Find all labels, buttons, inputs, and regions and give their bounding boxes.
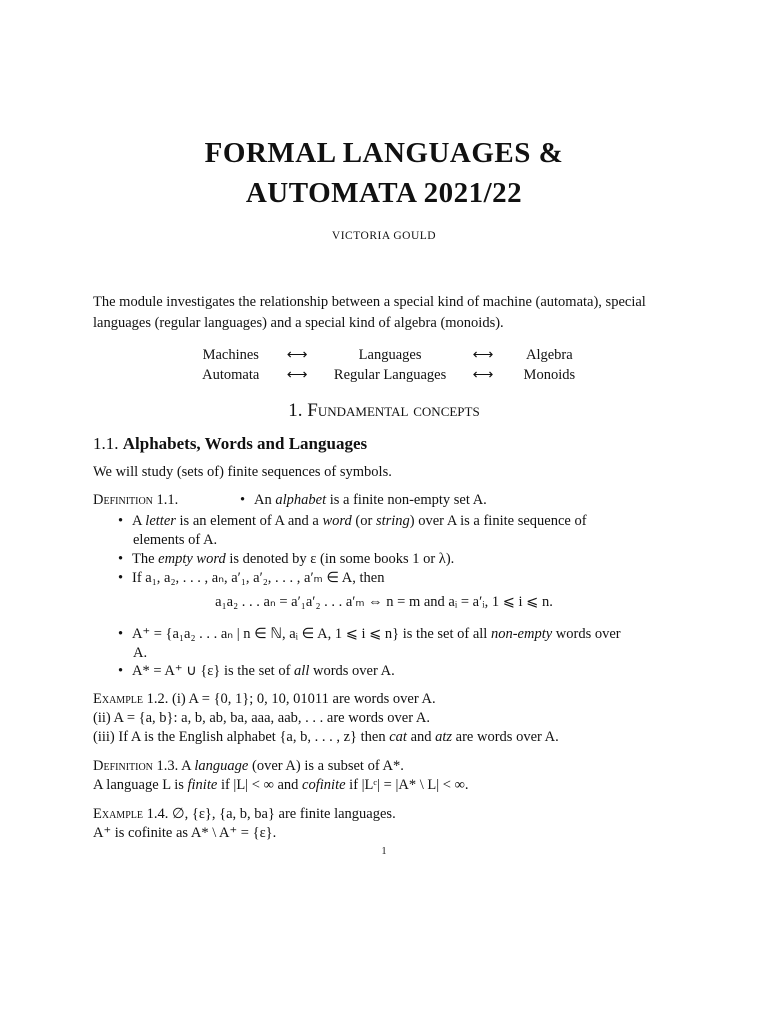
text: An: [254, 492, 276, 508]
example-label: Example 1.2.: [93, 691, 169, 707]
text: A⁺ = {a₁a₂ . . . aₙ | n ∈ ℕ, aᵢ ∈ A, 1 ⩽ i ⩽ n} is the set of all: [132, 626, 491, 642]
emphasis: word: [322, 513, 352, 529]
title-line-1: FORMAL LANGUAGES &: [204, 137, 564, 169]
page-number: 1: [381, 846, 387, 857]
emphasis: atz: [435, 729, 453, 745]
bullet-equality: • If a₁, a₂, . . . , aₙ, a′₁, a′₂, . . . , a′ₘ ∈ A, then: [118, 570, 385, 586]
study-text: We will study (sets of) finite sequences of symbols.: [93, 464, 392, 480]
arrow: ⟷: [472, 367, 494, 383]
emphasis: string: [375, 513, 410, 529]
intro-paragraph: The module investigates the relationship between a special kind of machine (automata), special languages (regular languages) and a special kind of algebra (monoids).: [93, 294, 646, 331]
emphasis: cofinite: [302, 777, 346, 793]
definition-label: Definition 1.1.: [93, 492, 179, 508]
bullet-alphabet: • An alphabet is a finite non-empty set A.: [240, 492, 487, 508]
emphasis: cat: [389, 729, 407, 745]
correspondence-row: [190, 345, 590, 365]
arrow: ⟷: [472, 347, 494, 363]
subsection-heading: [93, 434, 367, 454]
correspondence-table: [190, 345, 590, 385]
author: VICTORIA GOULD: [331, 230, 437, 242]
emphasis: alphabet: [275, 492, 327, 508]
text: A: [181, 758, 195, 774]
text: is an element of A and a: [175, 513, 323, 529]
cell: Algebra: [525, 347, 573, 363]
equation: a₁a₂ . . . aₙ = a′₁a′₂ . . . a′ₘ ⇔ n = m and aᵢ = a′ᵢ, 1 ⩽ i ⩽ n.: [215, 594, 553, 610]
text: (i) A = {0, 1}; 0, 10, 01011 are words over A.: [171, 691, 436, 707]
section-heading: [0, 400, 768, 422]
emphasis: language: [194, 758, 249, 774]
example-1-2-line-1: [93, 689, 436, 710]
subsection-number: 1.1.: [93, 434, 119, 453]
emphasis: all: [294, 663, 310, 679]
text: A: [132, 513, 146, 529]
emphasis: empty word: [158, 551, 226, 567]
example-1-2-line-3: [93, 727, 559, 748]
text: ) over A is a finite sequence of: [409, 513, 587, 529]
text: is denoted by ε (in some books 1 or λ).: [225, 551, 455, 567]
section-title: Fundamental concepts: [307, 400, 480, 421]
example-1-4-line-2: A⁺ is cofinite as A* \ A⁺ = {ε}.: [93, 825, 277, 841]
example-label: Example 1.4.: [93, 806, 169, 822]
bullet-empty-word: • The empty word is denoted by ε (in some books 1 or λ).: [118, 551, 455, 567]
text: if |Lᶜ| = |A* \ L| < ∞.: [345, 777, 469, 793]
text: is a finite non-empty set A.: [326, 492, 487, 508]
bullet-letter-word: • A letter is an element of A and a word (or string) over A is a finite sequence of: [118, 513, 587, 529]
correspondence-row: [190, 365, 590, 385]
bullet-a-plus-cont: A.: [133, 645, 148, 661]
text: (iii) If A is the English alphabet {a, b, . . . , z} then: [93, 729, 390, 745]
text: (over A) is a subset of A*.: [248, 758, 404, 774]
example-1-4-line-1: [93, 804, 396, 825]
cell: Regular Languages: [333, 367, 447, 383]
arrow: ⟷: [286, 347, 308, 363]
text: are words over A.: [452, 729, 559, 745]
cell: Languages: [358, 347, 422, 363]
text: ∅, {ε}, {a, b, ba} are finite languages.: [171, 806, 396, 822]
text: (or: [351, 513, 376, 529]
example-1-2-line-2: (ii) A = {a, b}: a, b, ab, ba, aaa, aab, . . . are words over A.: [93, 710, 430, 726]
text: A* = A⁺ ∪ {ε} is the set of: [132, 663, 295, 679]
definition-1-1-label: [93, 490, 178, 511]
bullet-a-star: • A* = A⁺ ∪ {ε} is the set of all words over A.: [118, 663, 395, 679]
text: A language L is: [93, 777, 188, 793]
section-number: 1.: [288, 400, 303, 421]
bullet-letter-word-cont: elements of A.: [133, 532, 218, 548]
definition-label: Definition 1.3.: [93, 758, 179, 774]
cell: Monoids: [523, 367, 576, 383]
bullet-a-plus: • A⁺ = {a₁a₂ . . . aₙ | n ∈ ℕ, aᵢ ∈ A, 1 ⩽ i ⩽ n} is the set of all non-empty words over: [118, 626, 621, 642]
text: and: [406, 729, 436, 745]
text: words over A.: [309, 663, 395, 679]
definition-1-3-line-2: [93, 775, 469, 796]
text: If a₁, a₂, . . . , aₙ, a′₁, a′₂, . . . , a′ₘ ∈ A, then: [132, 570, 385, 586]
emphasis: non-empty: [490, 626, 553, 642]
arrow: ⟷: [286, 367, 308, 383]
text: The: [132, 551, 159, 567]
definition-1-3-line-1: [93, 756, 404, 777]
emphasis: finite: [187, 777, 218, 793]
title-line-2: AUTOMATA 2021/22: [245, 177, 523, 209]
subsection-title: Alphabets, Words and Languages: [122, 434, 368, 453]
cell: Machines: [202, 347, 259, 363]
text: if |L| < ∞ and: [217, 777, 303, 793]
cell: Automata: [202, 367, 260, 383]
text: words over: [552, 626, 621, 642]
emphasis: letter: [145, 513, 176, 529]
